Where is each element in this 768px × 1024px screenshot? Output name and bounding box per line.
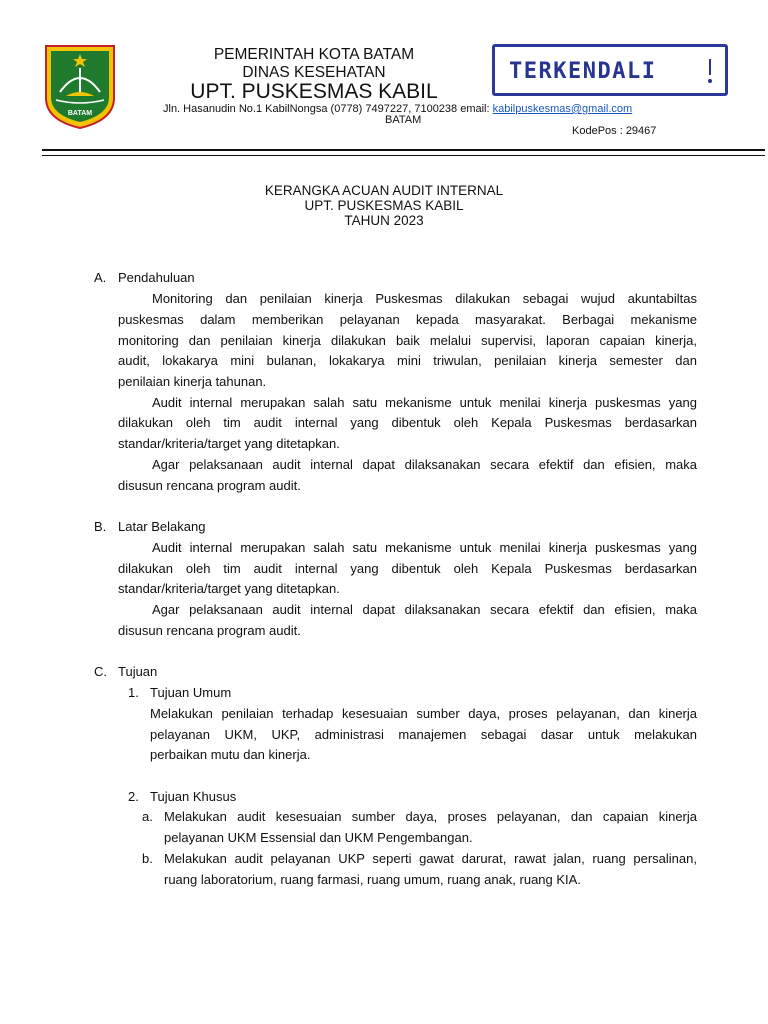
paragraph-line: disusun rencana program audit. bbox=[118, 478, 301, 493]
section-heading: Tujuan bbox=[118, 664, 158, 679]
paragraph-line: perbaikan mutu dan kinerja. bbox=[150, 747, 311, 762]
city: BATAM bbox=[385, 114, 422, 126]
paragraph-line: Monitoring dan penilaian kinerja Puskesmas dilakukan sebagai wujud akuntabiltas bbox=[152, 291, 697, 306]
paragraph-line: penilaian kinerja tahunan. bbox=[118, 374, 267, 389]
paragraph-line: puskesmas dalam memberikan pelayanan kepada masyarakat. Berbagai mekanisme bbox=[118, 312, 697, 327]
address-text: Jln. Hasanudin No.1 KabilNongsa (0778) 7497227, 7100238 email: bbox=[163, 103, 493, 115]
document-title: KERANGKA ACUAN AUDIT INTERNAL bbox=[264, 183, 504, 198]
list-number: 1. bbox=[128, 685, 139, 700]
paragraph-line: Audit internal merupakan salah satu mekanisme untuk menilai kinerja puskesmas yang bbox=[152, 540, 697, 555]
document-year: TAHUN 2023 bbox=[344, 213, 424, 228]
paragraph-line: Melakukan penilaian terhadap kesesuaian sumber daya, proses pelayanan, dan kinerja bbox=[150, 706, 697, 721]
paragraph-line: Agar pelaksanaan audit internal dapat dilaksanakan secara efektif dan efisien, maka bbox=[152, 457, 697, 472]
paragraph-line: monitoring dan penilaian kinerja dilakukan baik melalui supervisi, laporan capaian kinerja, bbox=[118, 333, 697, 348]
list-letter: a. bbox=[142, 809, 153, 824]
controlled-stamp bbox=[492, 44, 728, 96]
section-letter: A. bbox=[94, 270, 107, 285]
list-item-line: ruang laboratorium, ruang farmasi, ruang umum, ruang anak, ruang KIA. bbox=[164, 872, 581, 887]
paragraph-line: Agar pelaksanaan audit internal dapat dilaksanakan secara efektif dan efisien, maka bbox=[152, 602, 697, 617]
paragraph-line: dilakukan oleh tim audit internal yang dibentuk oleh Kepala Puskesmas berdasarkan bbox=[118, 561, 697, 576]
section-letter: B. bbox=[94, 519, 107, 534]
header-divider-thick bbox=[42, 149, 765, 151]
postal-code: KodePos : 29467 bbox=[572, 125, 657, 137]
paragraph-line: audit, lokakarya mini bulanan, lokakarya mini triwulan, penilaian kinerja semester dan bbox=[118, 353, 697, 368]
paragraph-line: disusun rencana program audit. bbox=[118, 623, 301, 638]
stamp-text: TERKENDALI bbox=[509, 59, 657, 84]
paragraph-line: standar/kriteria/target yang ditetapkan. bbox=[118, 581, 340, 596]
paragraph-line: pelayanan UKM, UKP, administrasi manajemen sebagai dasar untuk melakukan bbox=[150, 727, 697, 742]
section-heading: Pendahuluan bbox=[118, 270, 195, 285]
list-item-line: pelayanan UKM Essensial dan UKM Pengembangan. bbox=[164, 830, 473, 845]
department-name: DINAS KESEHATAN bbox=[242, 64, 386, 81]
list-number: 2. bbox=[128, 789, 139, 804]
paragraph-line: dilakukan oleh tim audit internal yang dibentuk oleh Kepala Puskesmas berdasarkan bbox=[118, 415, 697, 430]
logo-text: BATAM bbox=[67, 110, 93, 117]
government-name: PEMERINTAH KOTA BATAM bbox=[213, 46, 415, 63]
stamp-mark-icon bbox=[705, 57, 715, 85]
section-letter: C. bbox=[94, 664, 107, 679]
paragraph-line: standar/kriteria/target yang ditetapkan. bbox=[118, 436, 340, 451]
header-divider-thin bbox=[42, 155, 765, 156]
subsection-heading: Tujuan Umum bbox=[150, 685, 232, 700]
unit-name: UPT. PUSKESMAS KABIL bbox=[190, 80, 438, 103]
section-heading: Latar Belakang bbox=[118, 519, 206, 534]
subsection-heading: Tujuan Khusus bbox=[150, 789, 237, 804]
document-subtitle: UPT. PUSKESMAS KABIL bbox=[304, 198, 464, 213]
list-letter: b. bbox=[142, 851, 153, 866]
paragraph-line: Audit internal merupakan salah satu mekanisme untuk menilai kinerja puskesmas yang bbox=[152, 395, 697, 410]
list-item-line: Melakukan audit pelayanan UKP seperti gawat darurat, rawat jalan, ruang persalinan, bbox=[164, 851, 697, 866]
list-item-line: Melakukan audit kesesuaian sumber daya, proses pelayanan, dan capaian kinerja bbox=[164, 809, 697, 824]
email-link[interactable]: kabilpuskesmas@gmail.com bbox=[492, 103, 633, 115]
